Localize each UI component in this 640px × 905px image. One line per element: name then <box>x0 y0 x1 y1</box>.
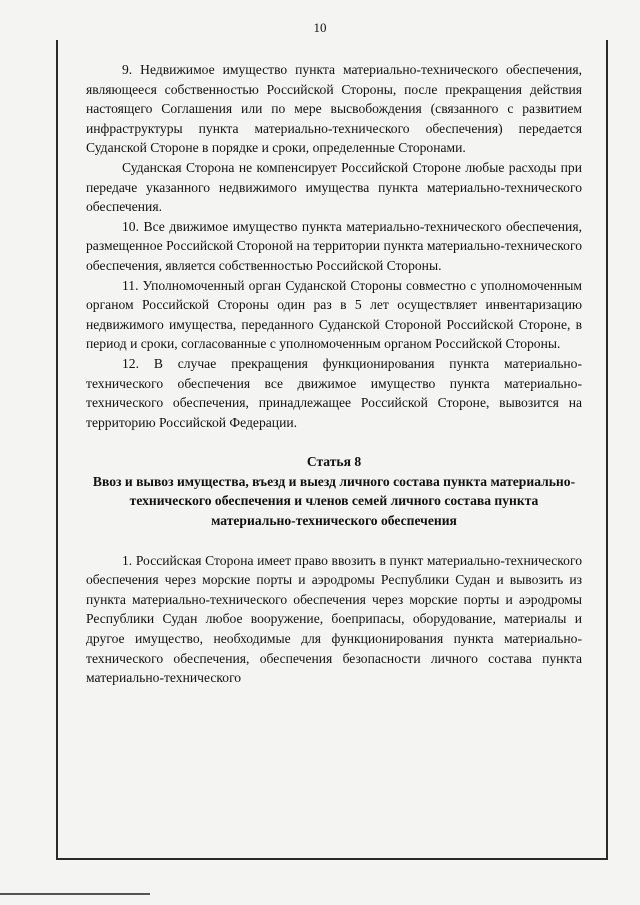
spacer <box>86 531 582 551</box>
paragraph-no-compensation: Суданская Сторона не компенсирует Российской Стороне любые расходы при передаче указанного недвижимого имущества пункта материально-технического обеспечения. <box>86 159 582 215</box>
page-frame-bottom-border <box>56 858 608 860</box>
scan-edge-mark <box>0 893 150 895</box>
page-frame-left-border <box>56 40 58 860</box>
paragraph-10: 10. Все движимое имущество пункта материально-технического обеспечения, размещенное Российской Стороной на территории пункта материально-технического обеспечения, является собственностью Российской Стороны. <box>86 218 582 273</box>
paragraph-9: 9. Недвижимое имущество пункта материально-технического обеспечения, являющееся собственностью Российской Стороны, после прекращения действия настоящего Соглашения или по мере высвобождения (связанного с развитием инфраструктуры пункта материально-технического обеспечения) передается Суданской Стороне в порядке и сроки, определенные Сторонами. <box>86 62 582 156</box>
paragraph-article8-1: 1. Российская Сторона имеет право ввозить в пункт материально-технического обеспечения через морские порты и аэродромы Республики Судан и вывозить из пункта материально-технического обеспечения через морские порты и аэродромы Республики Судан любое вооружение, боеприпасы, оборудование, материалы и другое имущество, необходимые для функционирования пункта материально-технического обеспечения, обеспечения безопасности личного состава пункта материально-технического <box>86 552 582 686</box>
page-number: 10 <box>313 20 327 35</box>
paragraph-11: 11. Уполномоченный орган Суданской Стороны совместно с уполномоченным органом Российской Стороны один раз в 5 лет осуществляет инвентаризацию недвижимого имущества, переданного Суданской Стороной Российской Стороне, в период и сроки, согласованные с уполномоченным органом Российской Стороны. <box>86 277 582 352</box>
document-body <box>86 60 582 688</box>
page-frame-right-border <box>606 40 608 860</box>
article-heading: Ввоз и вывоз имущества, въезд и выезд личного состава пункта материально-технического обеспечения и членов семей личного состава пункта материально-технического обеспечения <box>92 473 576 529</box>
spacer <box>86 432 582 452</box>
article-title: Статья 8 <box>306 454 362 470</box>
paragraph-12: 12. В случае прекращения функционирования пункта материально-технического обеспечения все движимое имущество пункта материально-технического обеспечения, принадлежащее Российской Стороне, вывозится на территорию Российской Федерации. <box>86 355 582 430</box>
